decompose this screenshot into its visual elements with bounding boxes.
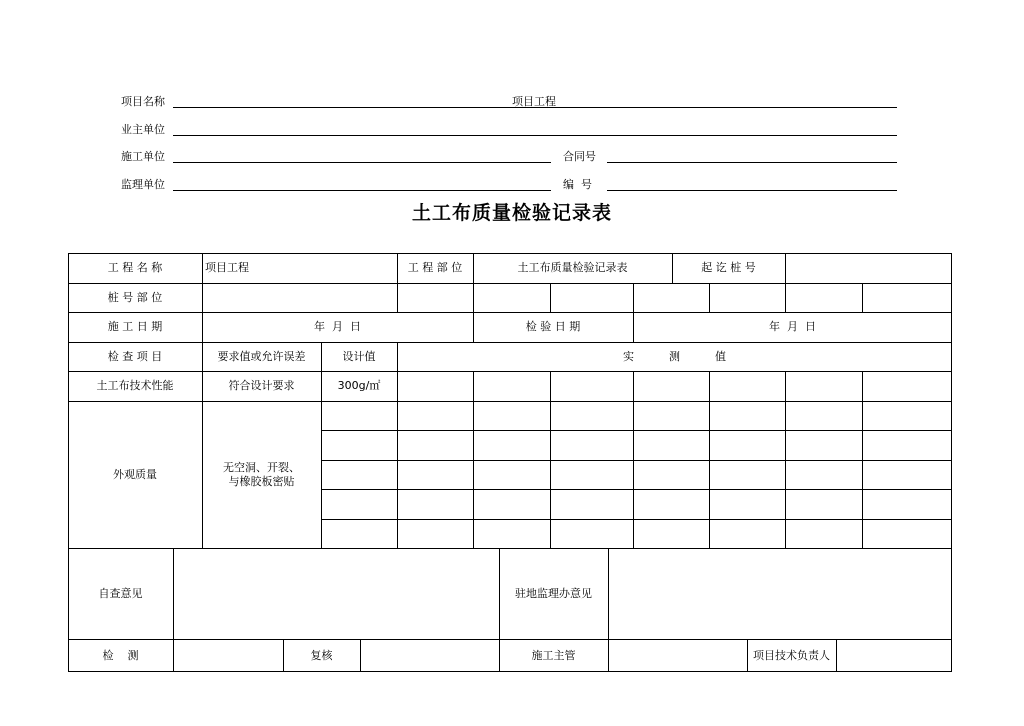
project-part-value[interactable]: 土工布质量检验记录表 <box>517 261 628 274</box>
col-line <box>709 283 710 313</box>
appearance-label: 外观质量 <box>113 467 157 481</box>
project-name-cell-value[interactable]: 项目工程 <box>205 261 249 274</box>
number-label: 编 号 <box>563 178 592 191</box>
row-line <box>321 460 952 461</box>
design-value-label: 设计值 <box>342 349 376 363</box>
col-line <box>836 639 837 672</box>
measured-value-label: 实 测 值 <box>623 349 726 363</box>
appearance-requirement-line1: 无空洞、开裂、 <box>223 460 300 474</box>
page-title: 土工布质量检验记录表 <box>411 202 612 224</box>
self-check-label: 自查意见 <box>98 586 143 600</box>
site-supervision-value[interactable] <box>608 548 952 639</box>
inspector-label: 检 测 <box>102 648 139 662</box>
self-check-value[interactable] <box>173 548 499 639</box>
supervisor-label: 监理单位 <box>121 178 165 191</box>
station-part-label: 桩 号 部 位 <box>107 290 163 304</box>
construction-date-value[interactable]: 年 月 日 <box>314 320 361 333</box>
col-line <box>862 371 863 548</box>
col-line <box>862 283 863 313</box>
col-line <box>709 371 710 548</box>
contractor-line[interactable] <box>173 162 551 163</box>
tech-perf-label: 土工布技术性能 <box>96 379 174 392</box>
row-line <box>321 489 952 490</box>
construction-date-label: 施 工 日 期 <box>107 320 163 333</box>
owner-label: 业主单位 <box>121 123 165 136</box>
contractor-label: 施工单位 <box>121 150 165 163</box>
appearance-requirement-line2: 与橡胶板密贴 <box>228 474 295 488</box>
row-line <box>321 519 952 520</box>
col-line <box>550 371 551 548</box>
construction-manager-label: 施工主管 <box>531 648 576 662</box>
contract-no-line[interactable] <box>607 162 897 163</box>
inspection-date-value[interactable]: 年 月 日 <box>769 320 816 333</box>
requirement-label: 要求值或允许误差 <box>217 349 306 363</box>
col-line <box>785 371 786 548</box>
supervisor-line[interactable] <box>173 190 551 191</box>
col-line <box>397 342 398 548</box>
project-part-label: 工 程 部 位 <box>407 261 463 274</box>
appearance-requirement <box>202 401 321 548</box>
col-line <box>550 283 551 313</box>
col-line <box>633 371 634 548</box>
project-name-label: 项目名称 <box>121 95 165 108</box>
col-line <box>360 639 361 672</box>
owner-line[interactable] <box>173 135 897 136</box>
project-name-cell-label: 工 程 名 称 <box>107 261 163 274</box>
number-line[interactable] <box>607 190 897 191</box>
project-name-value[interactable]: 项目工程 <box>512 95 556 108</box>
contract-no-label: 合同号 <box>563 150 596 163</box>
col-line <box>473 371 474 548</box>
review-label: 复核 <box>310 648 333 662</box>
site-supervision-label: 驻地监理办意见 <box>515 586 592 600</box>
check-item-label: 检 查 项 目 <box>107 349 163 363</box>
tech-lead-label: 项目技术负责人 <box>753 648 830 662</box>
station-label: 起 讫 桩 号 <box>701 261 756 274</box>
inspection-date-label: 检 验 日 期 <box>525 320 581 333</box>
tech-perf-requirement: 符合设计要求 <box>228 379 295 392</box>
station-value[interactable] <box>785 253 952 283</box>
tech-perf-design: 300g/㎡ <box>337 379 381 392</box>
row-line <box>321 430 952 431</box>
